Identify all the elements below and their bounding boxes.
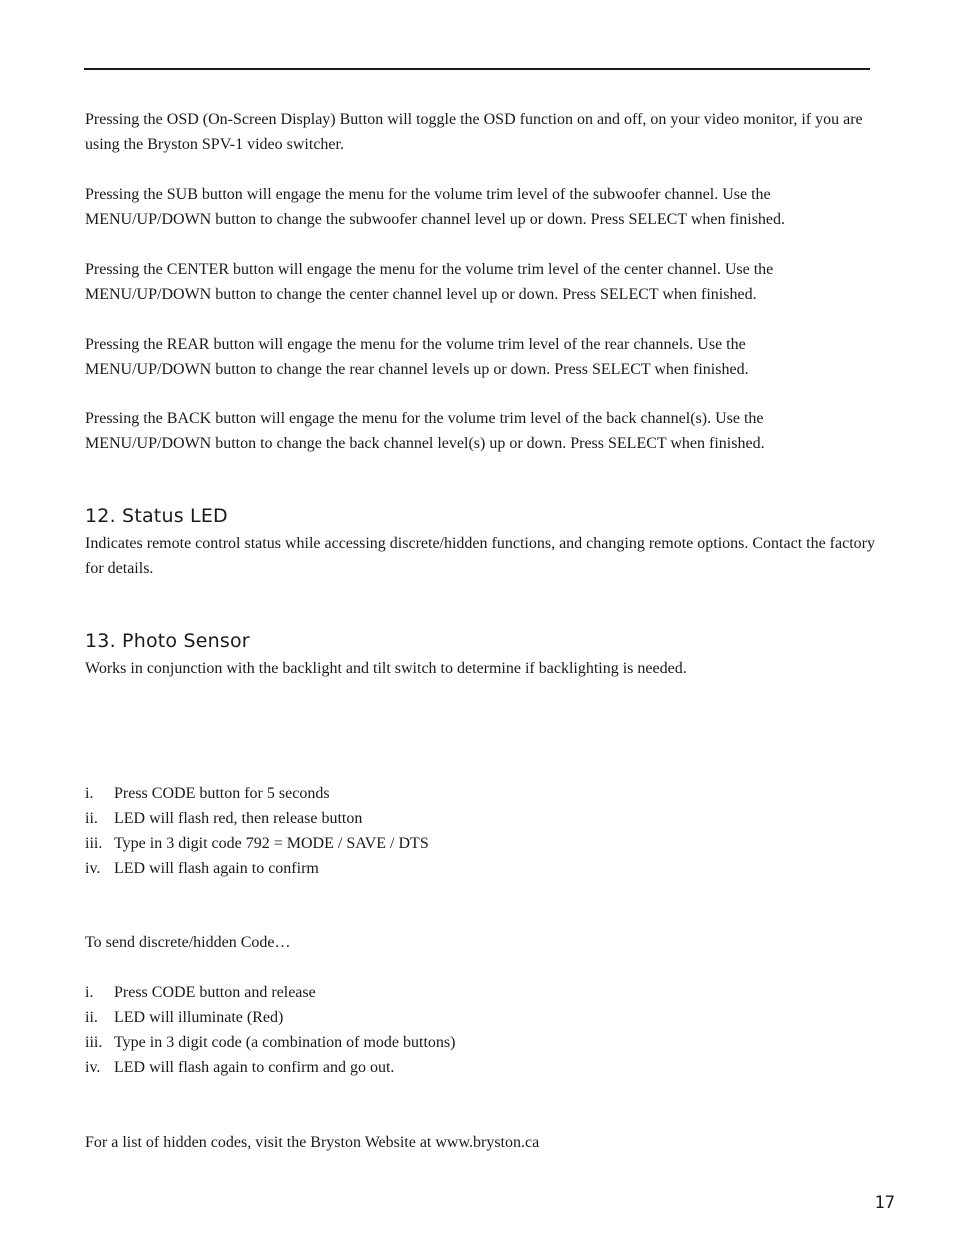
list-item-text: LED will illuminate (Red) xyxy=(114,1009,284,1026)
list-item-number: iv. xyxy=(85,1059,101,1076)
hidden-codes-note: For a list of hidden codes, visit the Bryston Website at www.bryston.ca xyxy=(85,1134,540,1151)
photo-sensor-paragraph: Works in conjunction with the backlight and tilt switch to determine if backlighting is needed. xyxy=(85,660,687,677)
list-item-number: iv. xyxy=(85,860,101,877)
osd-paragraph: Pressing the OSD (On-Screen Display) Button will toggle the OSD function on and off, on your video monitor, if you are using the Bryston SPV-1 video switcher. xyxy=(85,111,863,153)
discrete-code-intro: To send discrete/hidden Code… xyxy=(85,934,291,951)
list-item-text: LED will flash again to confirm xyxy=(114,860,319,877)
list-item-text: Press CODE button for 5 seconds xyxy=(114,785,330,802)
list-item xyxy=(85,1005,455,1030)
list-item-number: i. xyxy=(85,984,94,1001)
backlight-steps-list xyxy=(85,781,429,881)
header-rule xyxy=(84,68,870,70)
list-item-text: Press CODE button and release xyxy=(114,984,316,1001)
list-item-text: LED will flash red, then release button xyxy=(114,810,363,827)
rear-paragraph: Pressing the REAR button will engage the menu for the volume trim level of the rear channels. Use the MENU/UP/DOWN button to change the rear channel levels up or down. Press SELECT when finished. xyxy=(85,336,749,378)
list-item-number: ii. xyxy=(85,1009,98,1026)
sub-paragraph: Pressing the SUB button will engage the menu for the volume trim level of the subwoofer channel. Use the MENU/UP/DOWN button to change the subwoofer channel level up or down. Press SELECT when finished. xyxy=(85,186,786,228)
list-item-number: iii. xyxy=(85,1034,103,1051)
back-paragraph: Pressing the BACK button will engage the menu for the volume trim level of the back channel(s). Use the MENU/UP/DOWN button to change the back channel level(s) up or down. Press SELECT when finished. xyxy=(85,410,765,452)
discrete-code-steps-list xyxy=(85,980,455,1080)
list-item-number: ii. xyxy=(85,810,98,827)
list-item xyxy=(85,806,429,831)
list-item-number: i. xyxy=(85,785,94,802)
status-led-paragraph: Indicates remote control status while accessing discrete/hidden functions, and changing remote options. Contact the factory for details. xyxy=(85,535,875,577)
list-item-text: LED will flash again to confirm and go out. xyxy=(114,1059,395,1076)
list-item-text: Type in 3 digit code (a combination of mode buttons) xyxy=(114,1034,456,1051)
list-item xyxy=(85,1030,455,1055)
list-item xyxy=(85,980,455,1005)
status-led-heading: 12. Status LED xyxy=(85,505,228,527)
list-item xyxy=(85,831,429,856)
list-item xyxy=(85,1055,455,1080)
list-item-text: Type in 3 digit code 792 = MODE / SAVE / DTS xyxy=(114,835,429,852)
page-number: 17 xyxy=(874,1193,895,1213)
photo-sensor-heading: 13. Photo Sensor xyxy=(85,630,250,652)
list-item xyxy=(85,781,429,806)
list-item-number: iii. xyxy=(85,835,103,852)
center-paragraph: Pressing the CENTER button will engage the menu for the volume trim level of the center channel. Use the MENU/UP/DOWN button to change the center channel level up or down. Press SELECT when finished. xyxy=(85,261,774,303)
list-item xyxy=(85,856,429,881)
